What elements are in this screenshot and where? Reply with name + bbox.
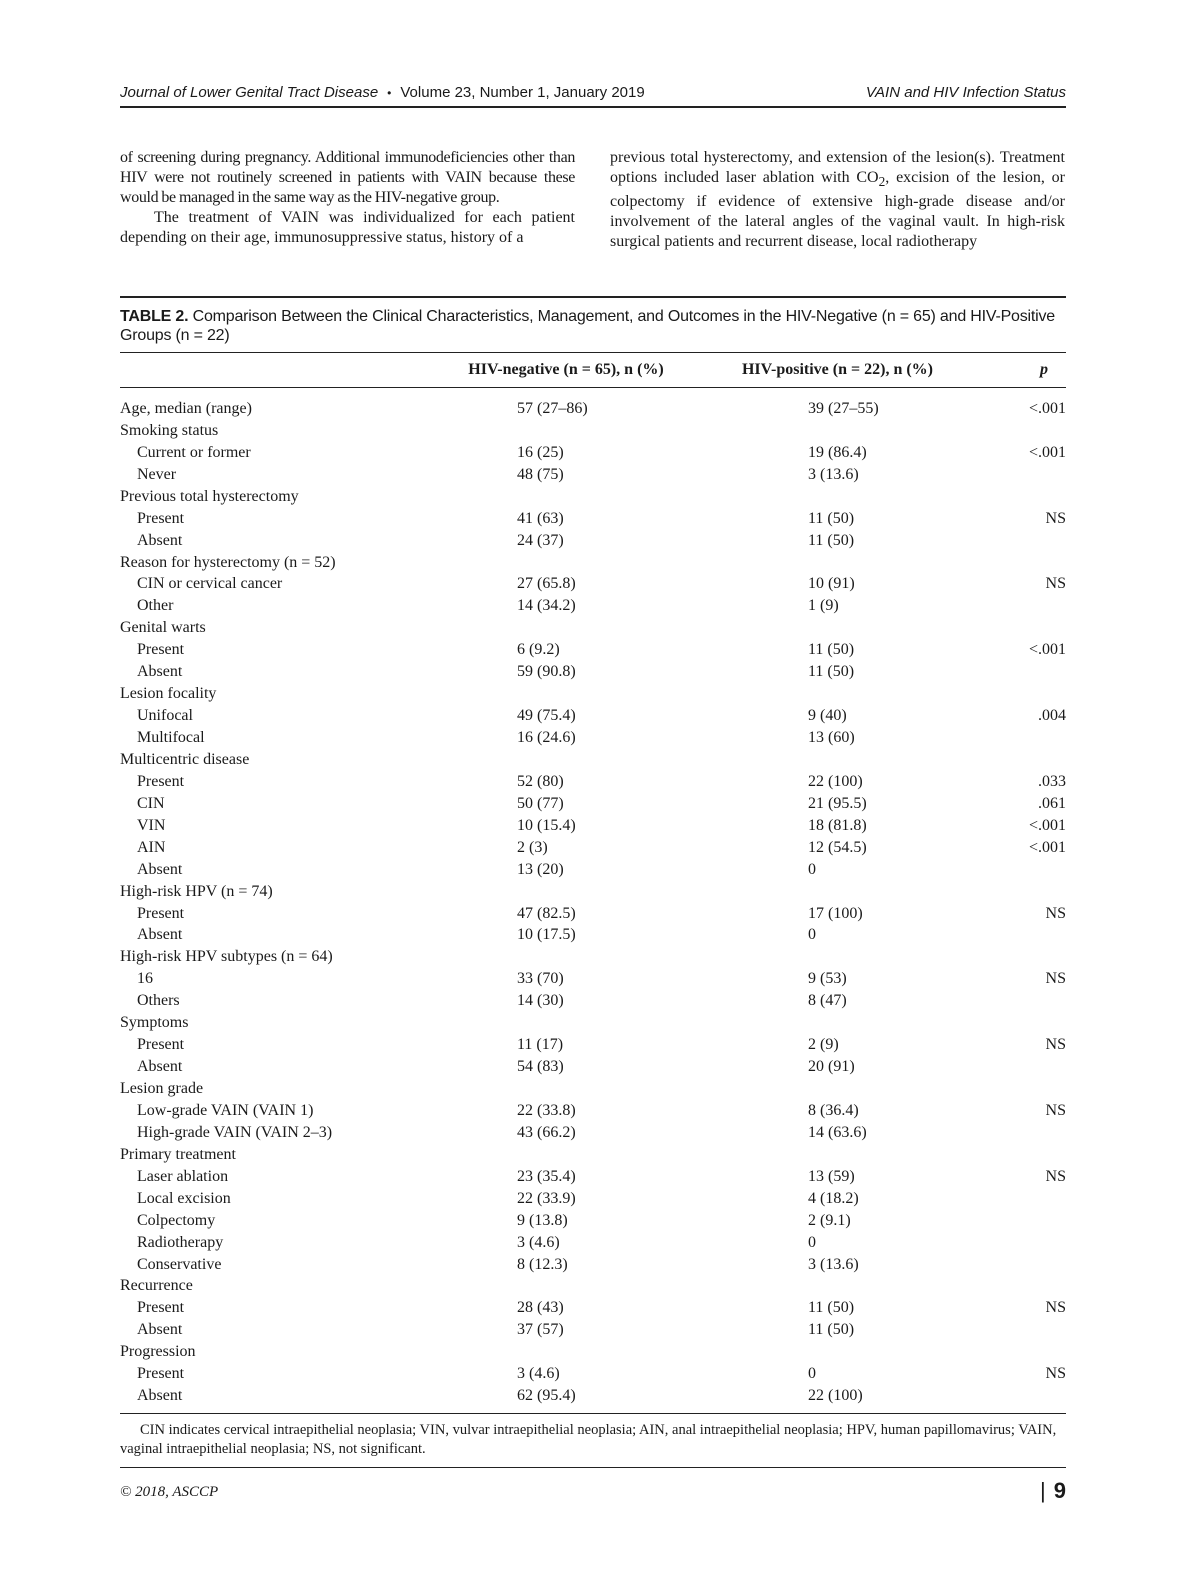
paragraph: of screening during pregnancy. Additional immunodeficiencies other than HIV were not routinely screened in patients with VAIN because these would be managed in the same way as the HIV-negative group.: [120, 149, 575, 206]
cell-hiv-negative: [435, 749, 697, 771]
cell-p-value: [978, 486, 1066, 508]
table-row: [120, 837, 1066, 859]
table-row: [120, 968, 1066, 990]
cell-p-value: [978, 1012, 1066, 1034]
cell-p-value: NS: [1045, 1167, 1066, 1185]
cell-hiv-positive: [697, 683, 978, 705]
cell-p-value: NS: [1045, 1101, 1066, 1119]
row-label: High-risk HPV subtypes (n = 64): [120, 948, 333, 966]
row-label: Local excision: [137, 1189, 231, 1207]
table-row: [120, 946, 1066, 968]
table-row: [120, 1276, 1066, 1298]
cell-hiv-negative: [435, 1276, 697, 1298]
cell-hiv-positive: 19 (86.4): [808, 443, 867, 461]
row-label: 16: [137, 970, 153, 988]
cell-p-value: [978, 859, 1066, 881]
row-label: Present: [137, 772, 185, 790]
cell-p-value: <.001: [1028, 443, 1066, 461]
cell-hiv-negative: [435, 1078, 697, 1100]
cell-p-value: [978, 1341, 1066, 1363]
table-row: [120, 683, 1066, 705]
table-row: [120, 1319, 1066, 1341]
cell-hiv-negative: [435, 1341, 697, 1363]
row-label: AIN: [137, 838, 166, 856]
cell-hiv-negative: 59 (90.8): [517, 663, 576, 681]
cell-p-value: [978, 1122, 1066, 1144]
cell-p-value: [978, 1254, 1066, 1276]
cell-hiv-positive: 4 (18.2): [808, 1189, 859, 1207]
cell-hiv-positive: 11 (50): [808, 641, 855, 659]
cell-hiv-positive: 12 (54.5): [808, 838, 867, 856]
cell-hiv-positive: 11 (50): [808, 509, 855, 527]
row-label: Lesion grade: [120, 1080, 204, 1098]
row-label: Current or former: [137, 443, 251, 461]
cell-hiv-negative: 24 (37): [517, 531, 564, 549]
cell-hiv-positive: 11 (50): [808, 1299, 855, 1317]
table-row: [120, 639, 1066, 661]
cell-hiv-positive: [697, 749, 978, 771]
cell-hiv-negative: 52 (80): [517, 772, 564, 790]
table-row: [120, 1078, 1066, 1100]
cell-hiv-positive: 1 (9): [808, 597, 839, 615]
cell-hiv-negative: [435, 946, 697, 968]
paragraph: [610, 148, 1065, 252]
row-label: Unifocal: [137, 707, 193, 725]
header-p-value: p: [978, 353, 1066, 388]
table-row: [120, 859, 1066, 881]
copyright: © 2018, ASCCP: [120, 1484, 219, 1500]
cell-p-value: [978, 925, 1066, 947]
row-label: Age, median (range): [120, 399, 252, 417]
cell-hiv-negative: 2 (3): [517, 838, 548, 856]
row-label: Other: [137, 597, 174, 615]
cell-p-value: [978, 1144, 1066, 1166]
table-row: [120, 595, 1066, 617]
table-row: [120, 1122, 1066, 1144]
table-row: [120, 388, 1066, 420]
row-label: High-risk HPV (n = 74): [120, 882, 273, 900]
cell-hiv-negative: 54 (83): [517, 1058, 564, 1076]
table-row: [120, 508, 1066, 530]
row-label: Present: [137, 1036, 185, 1054]
table-2: [120, 296, 1066, 1468]
cell-p-value: .004: [1038, 707, 1066, 725]
running-header: [120, 84, 1066, 108]
cell-hiv-positive: 0: [808, 1365, 816, 1383]
table-row: [120, 420, 1066, 442]
table-row: [120, 881, 1066, 903]
cell-hiv-negative: 10 (17.5): [517, 926, 576, 944]
cell-p-value: [978, 1276, 1066, 1298]
cell-hiv-positive: [697, 617, 978, 639]
table-row: [120, 1210, 1066, 1232]
cell-p-value: [978, 1210, 1066, 1232]
cell-hiv-positive: 11 (50): [808, 531, 855, 549]
table-row: [120, 1385, 1066, 1413]
cell-hiv-positive: 9 (53): [808, 970, 847, 988]
row-label: Laser ablation: [137, 1167, 229, 1185]
cell-hiv-negative: 13 (20): [517, 860, 564, 878]
cell-p-value: <.001: [1028, 641, 1066, 659]
cell-hiv-positive: 0: [808, 1233, 816, 1251]
cell-p-value: NS: [1045, 904, 1066, 922]
cell-hiv-negative: 22 (33.8): [517, 1101, 576, 1119]
cell-hiv-negative: 37 (57): [517, 1321, 564, 1339]
table-row: [120, 1254, 1066, 1276]
cell-hiv-positive: 3 (13.6): [808, 465, 859, 483]
cell-hiv-positive: [697, 552, 978, 574]
cell-hiv-positive: [697, 1144, 978, 1166]
table-row: [120, 903, 1066, 925]
row-label: Absent: [137, 860, 183, 878]
table-row: [120, 552, 1066, 574]
cell-hiv-positive: 20 (91): [808, 1058, 855, 1076]
table-row: [120, 464, 1066, 486]
row-label: Multicentric disease: [120, 750, 250, 768]
row-label: Present: [137, 641, 185, 659]
cell-hiv-negative: 27 (65.8): [517, 575, 576, 593]
cell-hiv-negative: 28 (43): [517, 1299, 564, 1317]
cell-hiv-positive: 8 (36.4): [808, 1101, 859, 1119]
row-label: Previous total hysterectomy: [120, 487, 299, 505]
cell-hiv-positive: 17 (100): [808, 904, 863, 922]
cell-hiv-negative: 16 (25): [517, 443, 564, 461]
cell-hiv-negative: 11 (17): [517, 1036, 564, 1054]
cell-hiv-negative: 8 (12.3): [517, 1255, 568, 1273]
cell-p-value: [978, 946, 1066, 968]
cell-hiv-negative: 6 (9.2): [517, 641, 560, 659]
cell-p-value: [978, 552, 1066, 574]
row-label: Absent: [137, 1387, 183, 1405]
cell-hiv-negative: 43 (66.2): [517, 1123, 576, 1141]
cell-hiv-negative: 50 (77): [517, 794, 564, 812]
row-label: Symptoms: [120, 1014, 189, 1032]
table-row: [120, 1188, 1066, 1210]
cell-hiv-positive: [697, 881, 978, 903]
row-label: Reason for hysterectomy (n = 52): [120, 553, 336, 571]
table-row: [120, 705, 1066, 727]
table-caption-text: Comparison Between the Clinical Characteristics, Management, and Outcomes in the HIV-Negative (n = 65) and HIV-Positive Groups (n = 22): [120, 308, 1055, 344]
table-footnote: CIN indicates cervical intraepithelial neoplasia; VIN, vulvar intraepithelial neoplasia; AIN, anal intraepithelial neoplasia; HPV, human papillomavirus; VAIN, vaginal intraepithelial neoplasia; NS, not significant.: [120, 1414, 1066, 1468]
cell-hiv-negative: 41 (63): [517, 509, 564, 527]
cell-hiv-negative: 47 (82.5): [517, 904, 576, 922]
cell-p-value: [978, 661, 1066, 683]
cell-hiv-positive: 2 (9): [808, 1036, 839, 1054]
cell-hiv-positive: [697, 1078, 978, 1100]
cell-hiv-positive: 11 (50): [808, 663, 855, 681]
cell-p-value: .033: [1038, 772, 1066, 790]
cell-p-value: [978, 530, 1066, 552]
cell-hiv-positive: 14 (63.6): [808, 1123, 867, 1141]
cell-hiv-positive: [697, 1012, 978, 1034]
row-label: Radiotherapy: [137, 1233, 224, 1251]
cell-p-value: <.001: [1028, 838, 1066, 856]
cell-hiv-positive: 2 (9.1): [808, 1211, 851, 1229]
table-row: [120, 1056, 1066, 1078]
cell-p-value: [978, 1078, 1066, 1100]
cell-hiv-positive: 22 (100): [808, 772, 863, 790]
header-bullet: •: [387, 86, 392, 100]
cell-hiv-negative: [435, 617, 697, 639]
body-column-left: [120, 148, 575, 248]
cell-p-value: [978, 595, 1066, 617]
cell-p-value: [978, 881, 1066, 903]
page-number-block: [1040, 1478, 1066, 1504]
cell-hiv-negative: 9 (13.8): [517, 1211, 568, 1229]
cell-hiv-negative: [435, 683, 697, 705]
cell-hiv-negative: 22 (33.9): [517, 1189, 576, 1207]
cell-hiv-negative: [435, 552, 697, 574]
cell-hiv-positive: [697, 946, 978, 968]
table-row: [120, 1363, 1066, 1385]
cell-p-value: NS: [1045, 970, 1066, 988]
row-label: Recurrence: [120, 1277, 193, 1295]
paragraph: The treatment of VAIN was individualized for each patient depending on their age, immunosuppressive status, history of a: [120, 209, 575, 246]
data-table: [120, 353, 1066, 1413]
row-label: Low-grade VAIN (VAIN 1): [137, 1101, 314, 1119]
row-label: Absent: [137, 1058, 183, 1076]
row-label: Present: [137, 1299, 185, 1317]
table-row: [120, 1034, 1066, 1056]
running-title: VAIN and HIV Infection Status: [865, 84, 1066, 101]
row-label: Never: [137, 465, 177, 483]
row-label: Conservative: [137, 1255, 222, 1273]
cell-p-value: [978, 617, 1066, 639]
cell-p-value: [978, 1385, 1066, 1413]
row-label: CIN or cervical cancer: [137, 575, 283, 593]
journal-name: Journal of Lower Genital Tract Disease: [120, 84, 379, 101]
row-label: VIN: [137, 816, 166, 834]
table-row: [120, 1341, 1066, 1363]
cell-hiv-negative: 57 (27–86): [517, 399, 588, 417]
table-row: [120, 617, 1066, 639]
cell-hiv-negative: [435, 1144, 697, 1166]
page-bar: |: [1040, 1478, 1046, 1503]
row-label: Lesion focality: [120, 685, 217, 703]
cell-p-value: NS: [1045, 1365, 1066, 1383]
header-hiv-negative: HIV-negative (n = 65), n (%): [435, 353, 697, 388]
table-row: [120, 1297, 1066, 1319]
row-label: Others: [137, 992, 180, 1010]
body-column-right: [610, 148, 1065, 252]
cell-hiv-positive: [697, 420, 978, 442]
row-label: Absent: [137, 531, 183, 549]
row-label: Absent: [137, 663, 183, 681]
cell-hiv-negative: 10 (15.4): [517, 816, 576, 834]
table-caption: [120, 298, 1066, 352]
cell-hiv-negative: [435, 420, 697, 442]
cell-hiv-negative: 62 (95.4): [517, 1387, 576, 1405]
cell-p-value: [978, 1232, 1066, 1254]
cell-hiv-negative: 14 (34.2): [517, 597, 576, 615]
table-row: [120, 815, 1066, 837]
paragraph-part: previous total hysterectomy, and extension of the lesion(s). Treatment options included laser ablation with CO: [610, 149, 1065, 186]
table-row: [120, 486, 1066, 508]
cell-p-value: NS: [1045, 1299, 1066, 1317]
subscript: 2: [878, 174, 886, 190]
cell-hiv-negative: [435, 486, 697, 508]
issue-info: Volume 23, Number 1, January 2019: [400, 84, 645, 101]
row-label: Present: [137, 509, 185, 527]
cell-p-value: <.001: [1028, 399, 1066, 417]
cell-p-value: [978, 749, 1066, 771]
row-label: Smoking status: [120, 421, 219, 439]
cell-hiv-positive: [697, 1276, 978, 1298]
row-label: Primary treatment: [120, 1145, 236, 1163]
table-row: [120, 1166, 1066, 1188]
cell-hiv-positive: 0: [808, 860, 816, 878]
cell-p-value: NS: [1045, 1036, 1066, 1054]
table-row: [120, 1144, 1066, 1166]
cell-p-value: [978, 420, 1066, 442]
row-label: CIN: [137, 794, 165, 812]
row-label: Progression: [120, 1343, 196, 1361]
table-row: [120, 1100, 1066, 1122]
cell-hiv-positive: 22 (100): [808, 1387, 863, 1405]
cell-p-value: [978, 727, 1066, 749]
row-label: Absent: [137, 926, 183, 944]
table-row: [120, 771, 1066, 793]
cell-hiv-positive: 39 (27–55): [808, 399, 879, 417]
row-label: Genital warts: [120, 619, 206, 637]
cell-p-value: NS: [1045, 575, 1066, 593]
cell-hiv-negative: 3 (4.6): [517, 1365, 560, 1383]
cell-hiv-positive: 18 (81.8): [808, 816, 867, 834]
table-row: [120, 925, 1066, 947]
cell-hiv-negative: [435, 881, 697, 903]
cell-hiv-positive: 21 (95.5): [808, 794, 867, 812]
cell-p-value: .061: [1038, 794, 1066, 812]
row-label: Absent: [137, 1321, 183, 1339]
cell-p-value: [978, 683, 1066, 705]
cell-hiv-positive: [697, 1341, 978, 1363]
paragraph-part: , excision of the lesion, or colpectomy if evidence of extensive high-grade disease and/or involvement of the lateral angles of the vaginal vault. In high-risk surgical patients and recurrent disease, local radiotherapy: [610, 169, 1066, 251]
cell-hiv-negative: 48 (75): [517, 465, 564, 483]
table-row: [120, 442, 1066, 464]
cell-p-value: NS: [1045, 509, 1066, 527]
header-journal-info: [120, 84, 645, 101]
cell-hiv-negative: [435, 1012, 697, 1034]
header-label-column: [120, 353, 435, 388]
table-row: [120, 661, 1066, 683]
cell-hiv-negative: 49 (75.4): [517, 707, 576, 725]
table-body: [120, 388, 1066, 1414]
cell-hiv-positive: 3 (13.6): [808, 1255, 859, 1273]
cell-hiv-positive: 10 (91): [808, 575, 855, 593]
row-label: Present: [137, 904, 185, 922]
cell-hiv-positive: 8 (47): [808, 992, 847, 1010]
table-header-row: [120, 353, 1066, 388]
cell-hiv-positive: 11 (50): [808, 1321, 855, 1339]
cell-p-value: [978, 464, 1066, 486]
cell-hiv-negative: 16 (24.6): [517, 729, 576, 747]
table-row: [120, 530, 1066, 552]
cell-hiv-negative: 14 (30): [517, 992, 564, 1010]
table-row: [120, 793, 1066, 815]
cell-hiv-positive: 9 (40): [808, 707, 847, 725]
cell-hiv-positive: 13 (60): [808, 729, 855, 747]
cell-p-value: [978, 1056, 1066, 1078]
cell-p-value: [978, 1188, 1066, 1210]
table-caption-label: TABLE 2.: [120, 308, 189, 325]
table-row: [120, 1012, 1066, 1034]
table-row: [120, 727, 1066, 749]
cell-p-value: <.001: [1028, 816, 1066, 834]
row-label: Multifocal: [137, 729, 205, 747]
cell-p-value: [978, 1319, 1066, 1341]
cell-hiv-negative: 33 (70): [517, 970, 564, 988]
header-hiv-positive: HIV-positive (n = 22), n (%): [697, 353, 978, 388]
row-label: Colpectomy: [137, 1211, 216, 1229]
row-label: Present: [137, 1365, 185, 1383]
cell-hiv-positive: 0: [808, 926, 816, 944]
table-row: [120, 574, 1066, 596]
cell-hiv-positive: [697, 486, 978, 508]
cell-p-value: [978, 990, 1066, 1012]
row-label: High-grade VAIN (VAIN 2–3): [137, 1123, 333, 1141]
cell-hiv-positive: 13 (59): [808, 1167, 855, 1185]
page-number: 9: [1053, 1478, 1066, 1503]
cell-hiv-negative: 3 (4.6): [517, 1233, 560, 1251]
table-row: [120, 990, 1066, 1012]
table-row: [120, 749, 1066, 771]
table-row: [120, 1232, 1066, 1254]
cell-hiv-negative: 23 (35.4): [517, 1167, 576, 1185]
